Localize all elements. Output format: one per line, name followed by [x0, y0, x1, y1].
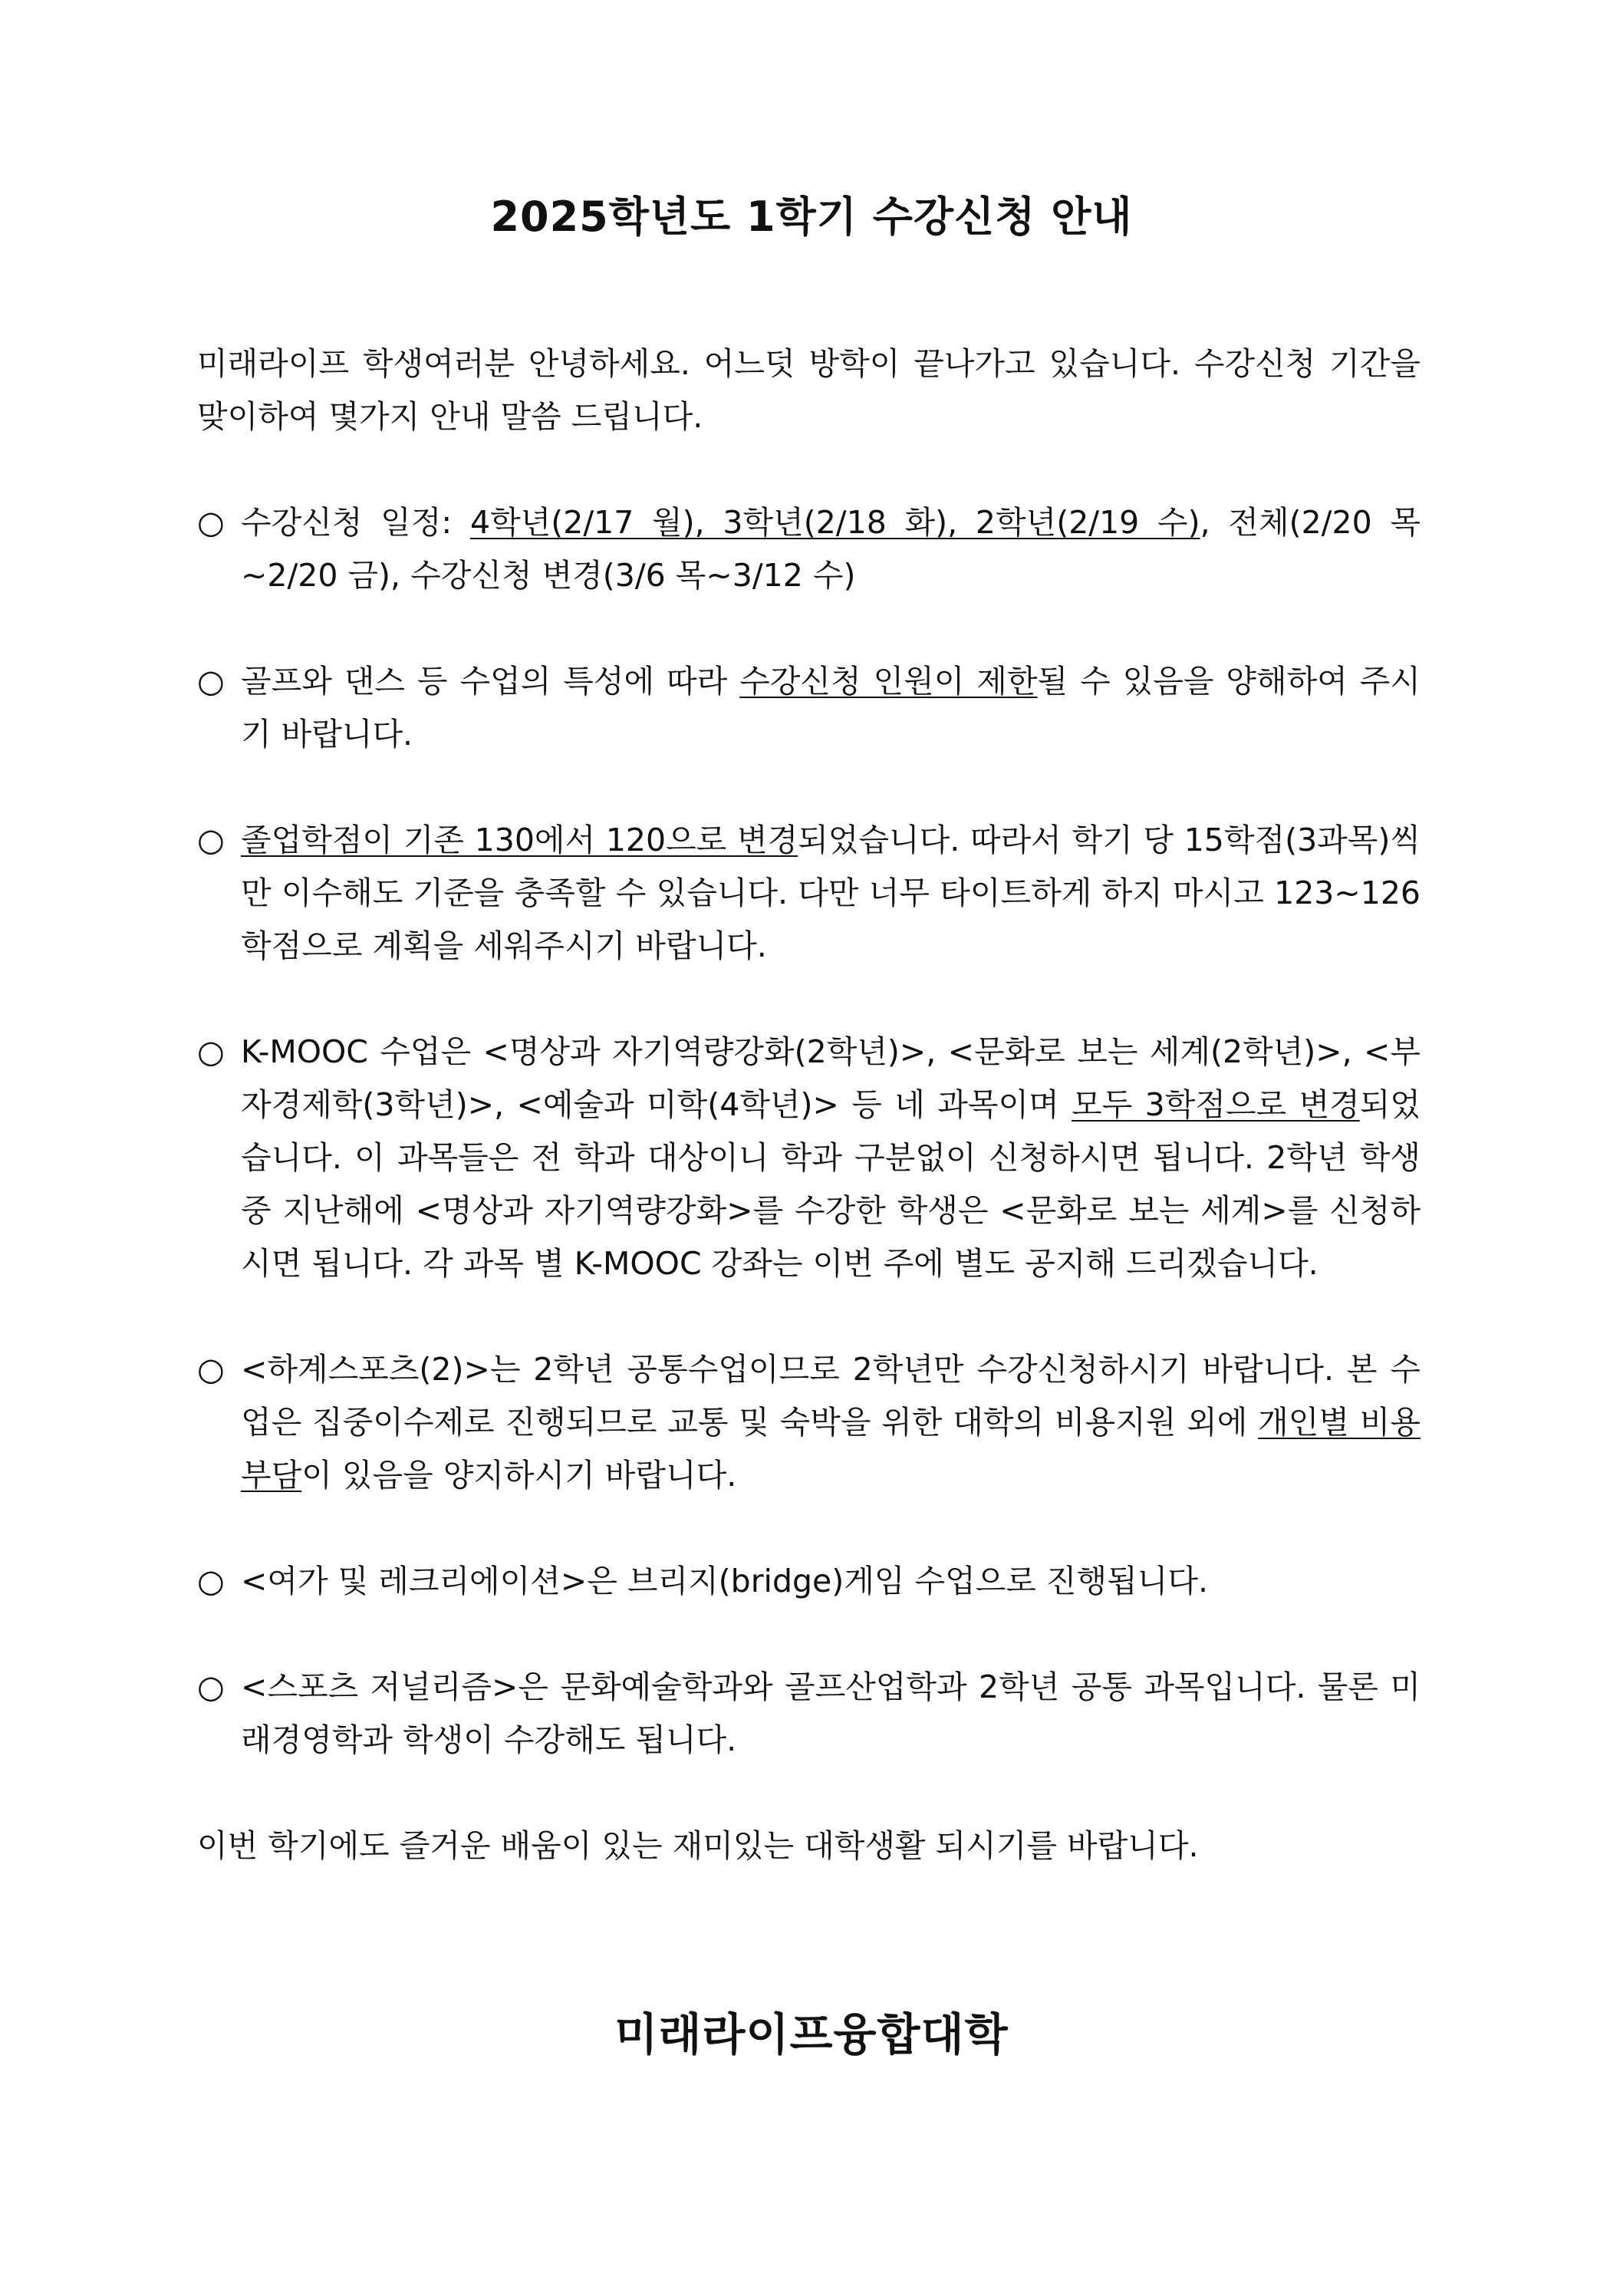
page-title: 2025학년도 1학기 수강신청 안내	[490, 193, 1133, 241]
cost-underlined: 개인별 비용부담	[241, 1404, 1421, 1494]
notice-body	[197, 338, 1421, 1873]
graduation-credits-item: ○ 졸업학점이 기존 130에서 120으로 변경되었습니다. 따라서 학기 당 15학점(3과목)씩만 이수해도 기준을 충족할 수 있습니다. 다만 너무 타이트하게 하지 마시고 123~126학점으로 계획을 세워주시기 바랍니다.	[197, 814, 1421, 973]
bullet-circle-icon: ○	[197, 663, 225, 700]
journalism-item: ○ <스포츠 저널리즘>은 문화예술학과와 골프산업학과 2학년 공통 과목입니다. 물론 미래경영학과 학생이 수강해도 됩니다.	[197, 1661, 1421, 1767]
enrollment-limit-item: ○ 골프와 댄스 등 수업의 특성에 따라 수강신청 인원이 제한될 수 있음을 양해하여 주시기 바랍니다.	[197, 655, 1421, 761]
bullet-circle-icon: ○	[197, 1563, 225, 1599]
schedule-item: ○ 수강신청 일정: 4학년(2/17 월), 3학년(2/18 화), 2학년(2/19 수), 전체(2/20 목~2/20 금), 수강신청 변경(3/6 목~3/12 수)	[197, 496, 1421, 602]
schedule-dates-underlined: 4학년(2/17 월), 3학년(2/18 화), 2학년(2/19 수)	[469, 504, 1200, 541]
bullet-circle-icon: ○	[197, 822, 225, 858]
bullet-circle-icon: ○	[197, 504, 225, 541]
bullet-circle-icon: ○	[197, 1351, 225, 1388]
summer-sports-item: ○ <하계스포츠(2)>는 2학년 공통수업이므로 2학년만 수강신청하시기 바랍니다. 본 수업은 집중이수제로 진행되므로 교통 및 숙박을 위한 대학의 비용지원 외에 개인별 비용부담이 있음을 양지하시기 바랍니다.	[197, 1343, 1421, 1502]
limit-underlined: 수강신청 인원이 제한	[739, 663, 1038, 700]
closing-paragraph: 이번 학기에도 즐거운 배움이 있는 재미있는 대학생활 되시기를 바랍니다.	[197, 1827, 1199, 1864]
bullet-circle-icon: ○	[197, 1668, 225, 1705]
intro-paragraph: 미래라이프 학생여러분 안녕하세요. 어느덧 방학이 끝나가고 있습니다. 수강신청 기간을 맞이하여 몇가지 안내 말씀 드립니다.	[197, 345, 1421, 435]
bullet-circle-icon: ○	[197, 1033, 225, 1070]
credits-underlined: 졸업학점이 기존 130에서 120으로 변경	[241, 822, 798, 858]
kmooc-item: ○ K-MOOC 수업은 <명상과 자기역량강화(2학년)>, <문화로 보는 세계(2학년)>, <부자경제학(3학년)>, <예술과 미학(4학년)> 등 네 과목이며 모두 3학점으로 변경되었습니다. 이 과목들은 전 학과 대상이니 학과 구분없이 신청하시면 됩니다. 2학년 학생 중 지난해에 <명상과 자기역량강화>를 수강한 학생은 <문화로 보는 세계>를 신청하시면 됩니다. 각 과목 별 K-MOOC 강좌는 이번 주에 별도 공지해 드리겠습니다.	[197, 1026, 1421, 1290]
kmooc-underlined: 모두 3학점으로 변경	[1072, 1086, 1360, 1123]
leisure-item: ○ <여가 및 레크리에이션>은 브리지(bridge)게임 수업으로 진행됩니다.	[197, 1555, 1421, 1608]
signature: 미래라이프융합대학	[614, 2008, 1009, 2060]
